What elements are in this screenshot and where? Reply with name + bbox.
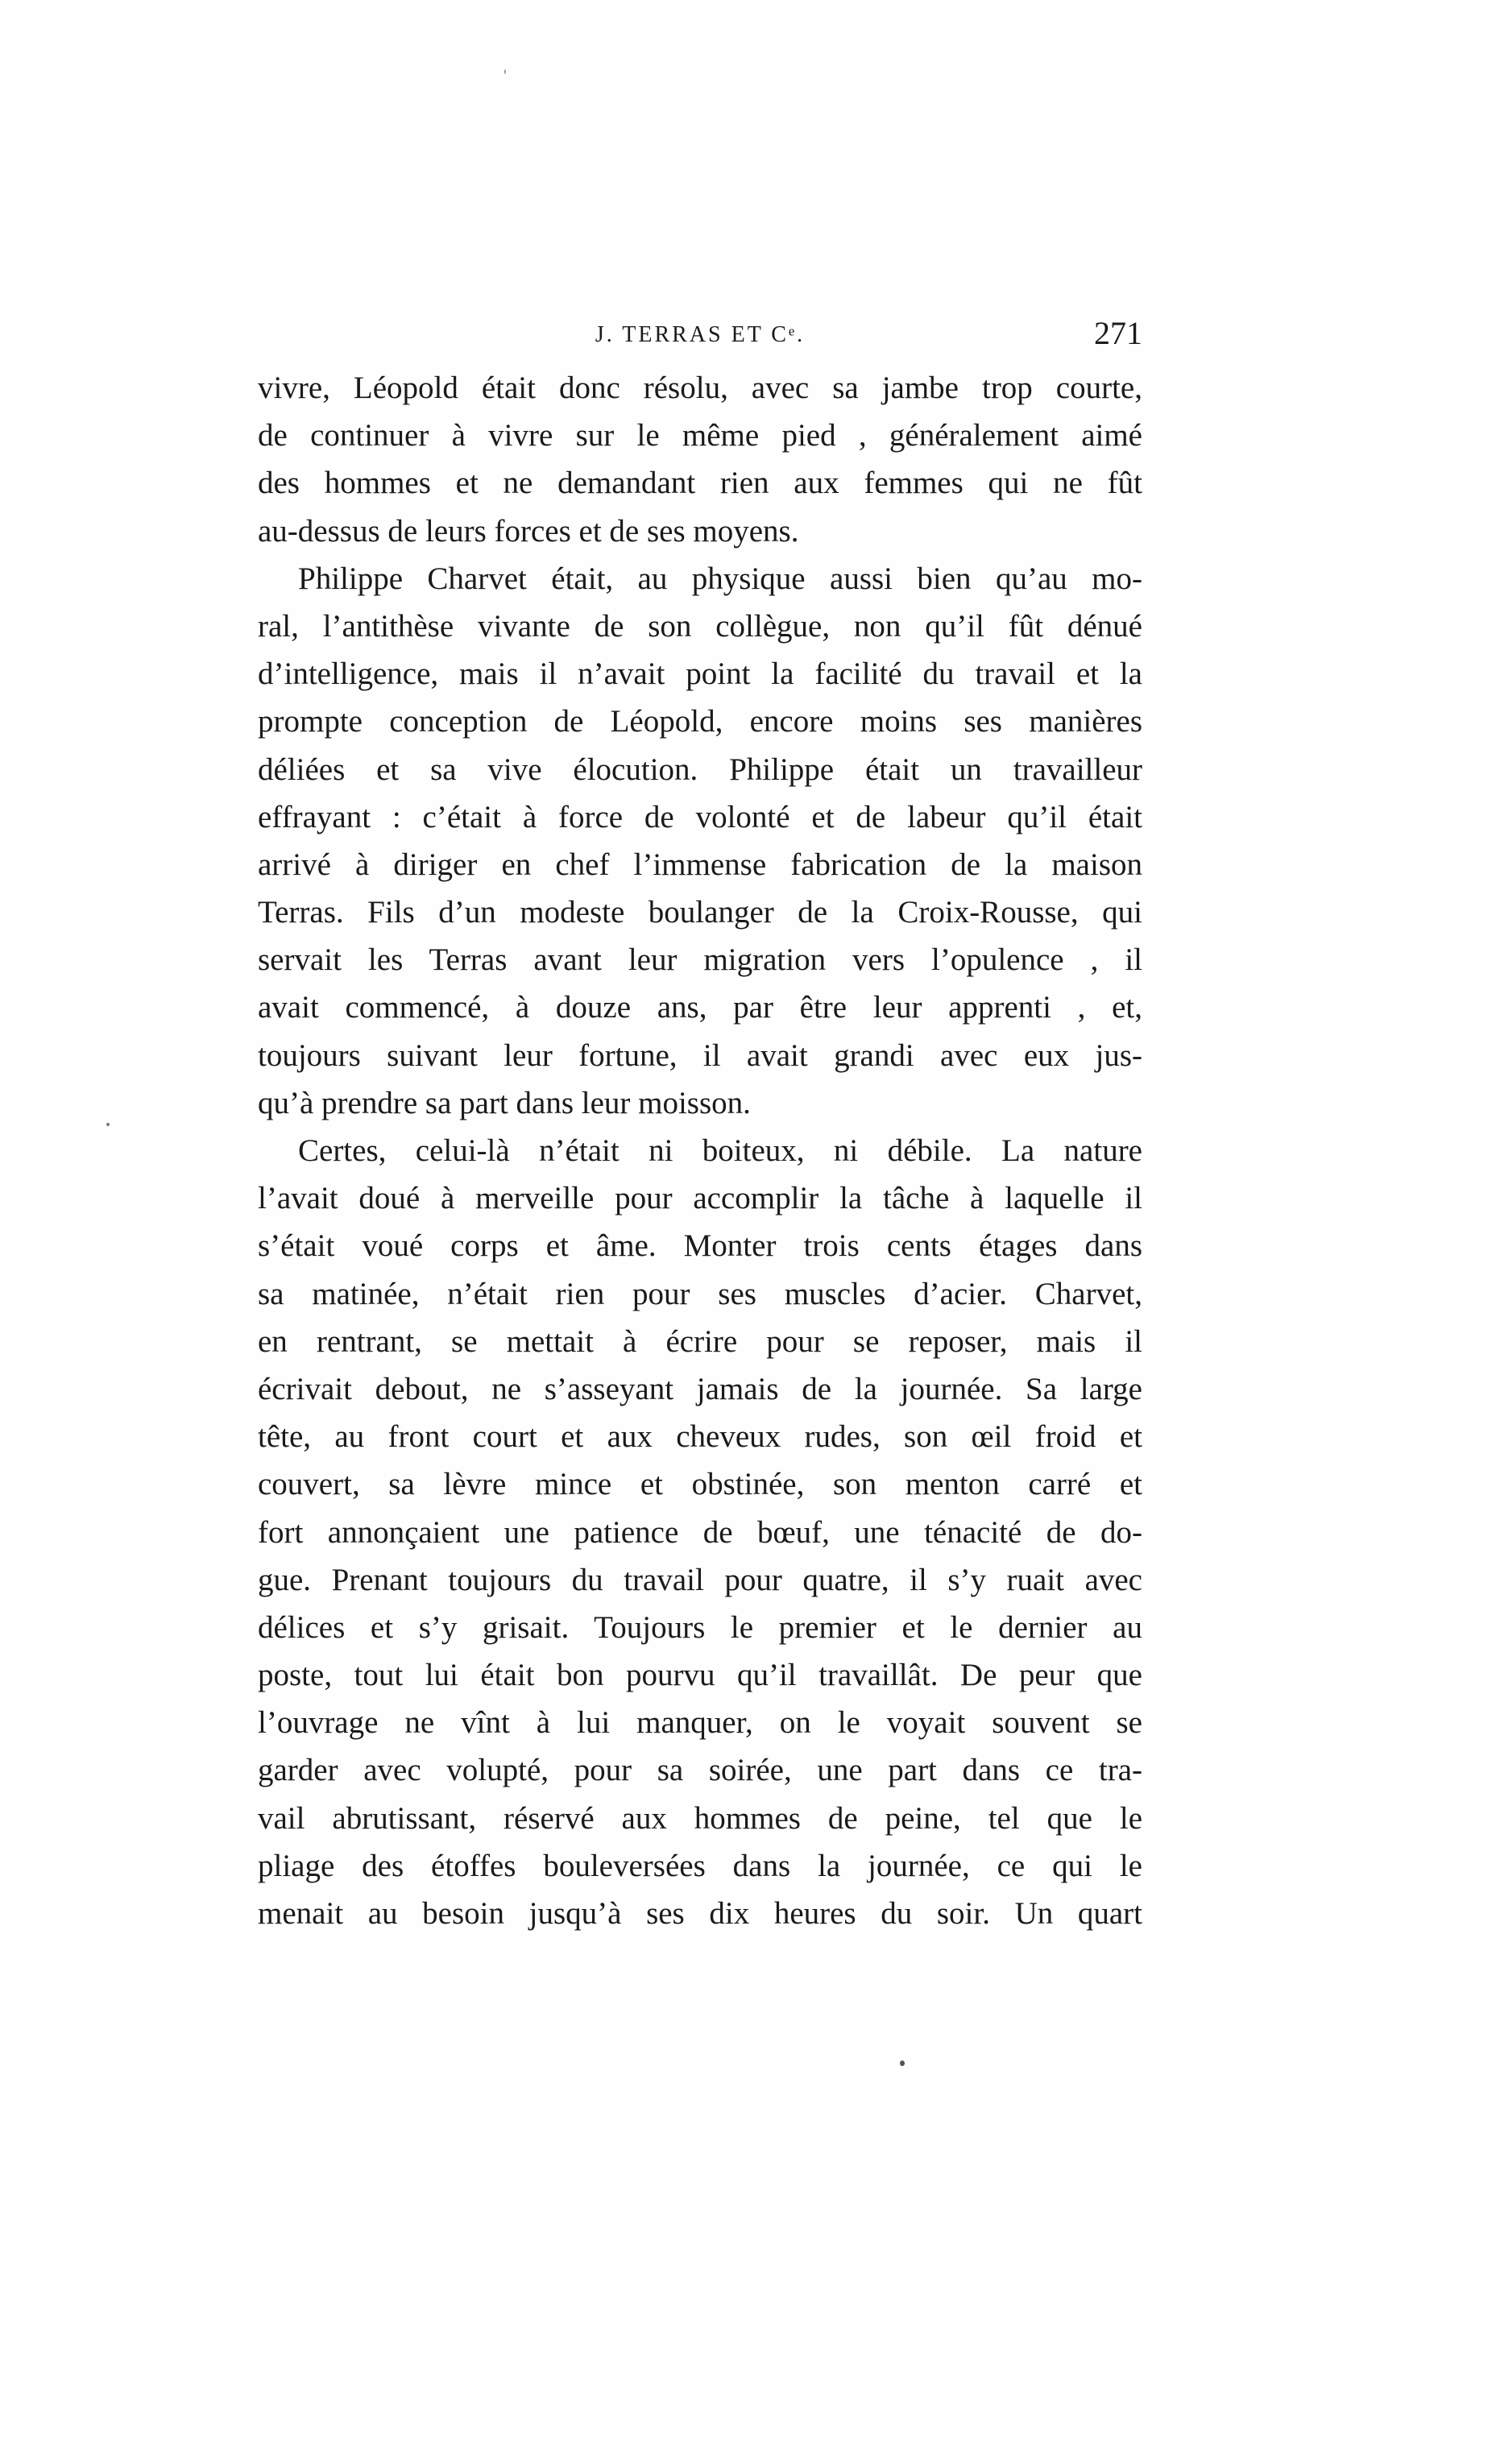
text-line: déliées et sa vive élocution. Philippe était un travailleur bbox=[258, 752, 1142, 787]
page-number: 271 bbox=[1094, 315, 1142, 351]
running-head bbox=[258, 314, 1142, 362]
text-line: l’avait doué à merveille pour accomplir la tâche à laquelle il bbox=[258, 1181, 1142, 1216]
text-line: garder avec volupté, pour sa soirée, une part dans ce tra- bbox=[258, 1753, 1142, 1788]
text-line: s’était voué corps et âme. Monter trois cents étages dans bbox=[258, 1228, 1142, 1264]
text-line: pliage des étoffes bouleversées dans la journée, ce qui le bbox=[258, 1848, 1142, 1883]
text-line: sa matinée, n’était rien pour ses muscles d’acier. Charvet, bbox=[258, 1276, 1142, 1311]
text-line: arrivé à diriger en chef l’immense fabrication de la maison bbox=[258, 847, 1142, 882]
text-line: des hommes et ne demandant rien aux femmes qui ne fût bbox=[258, 466, 1142, 501]
text-line: écrivait debout, ne s’asseyant jamais de la journée. Sa large bbox=[258, 1371, 1142, 1406]
text-line: toujours suivant leur fortune, il avait grandi avec eux jus- bbox=[258, 1037, 1142, 1073]
text-line: Philippe Charvet était, au physique aussi bien qu’au mo- bbox=[298, 561, 1142, 596]
text-line: ral, l’antithèse vivante de son collègue, non qu’il fût dénué bbox=[258, 608, 1142, 644]
text-line: vivre, Léopold était donc résolu, avec sa jambe trop courte, bbox=[258, 371, 1142, 405]
text-line: Certes, celui-là n’était ni boiteux, ni débile. La nature bbox=[298, 1133, 1142, 1168]
paper-speck bbox=[504, 69, 506, 74]
text-line: servait les Terras avant leur migration vers l’opulence , il bbox=[258, 942, 1142, 978]
text-line: l’ouvrage ne vînt à lui manquer, on le voyait souvent se bbox=[258, 1705, 1142, 1741]
text-line: fort annonçaient une patience de bœuf, une ténacité de do- bbox=[258, 1514, 1142, 1550]
text-line: d’intelligence, mais il n’avait point la facilité du travail et la bbox=[258, 656, 1142, 692]
text-line: en rentrant, se mettait à écrire pour se reposer, mais il bbox=[258, 1323, 1142, 1359]
text-line: prompte conception de Léopold, encore moins ses manières bbox=[258, 704, 1142, 739]
text-line: effrayant : c’était à force de volonté et de labeur qu’il était bbox=[258, 799, 1142, 834]
text-line: délices et s’y grisait. Toujours le premier et le dernier au bbox=[258, 1609, 1142, 1645]
text-line: avait commencé, à douze ans, par être leur apprenti , et, bbox=[258, 990, 1142, 1025]
paper-speck bbox=[106, 1123, 110, 1126]
running-title: J. TERRAS ET Cᵉ. bbox=[595, 322, 806, 347]
text-line: gue. Prenant toujours du travail pour quatre, il s’y ruait avec bbox=[258, 1562, 1142, 1597]
text-line: menait au besoin jusqu’à ses dix heures du soir. Un quart bbox=[258, 1896, 1142, 1931]
text-line: tête, au front court et aux cheveux rudes, son œil froid et bbox=[258, 1419, 1142, 1455]
text-line: couvert, sa lèvre mince et obstinée, son menton carré et bbox=[258, 1467, 1142, 1502]
body-text bbox=[258, 364, 1142, 1937]
text-line: de continuer à vivre sur le même pied , généralement aimé bbox=[258, 418, 1142, 453]
text-line: poste, tout lui était bon pourvu qu’il travaillât. De peur que bbox=[258, 1658, 1142, 1693]
paper-speck bbox=[900, 2060, 905, 2066]
text-line: Terras. Fils d’un modeste boulanger de la Croix-Rousse, qui bbox=[258, 895, 1142, 930]
text-line: vail abrutissant, réservé aux hommes de peine, tel que le bbox=[258, 1800, 1142, 1836]
text-line: au-dessus de leurs forces et de ses moyens. bbox=[258, 513, 799, 549]
text-line: qu’à prendre sa part dans leur moisson. bbox=[258, 1085, 751, 1120]
